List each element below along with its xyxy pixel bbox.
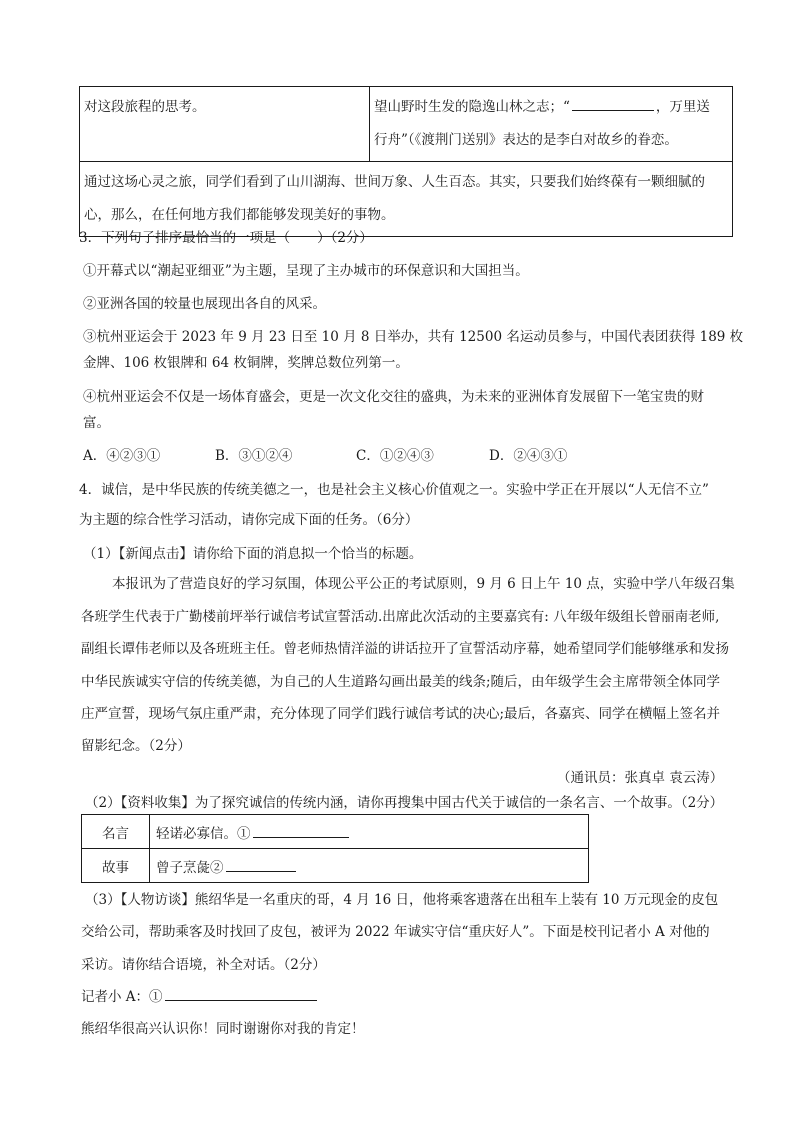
materials-table — [81, 814, 589, 883]
q4-stem-line1: 4．诚信，是中华民族的传统美德之一，也是社会主义核心价值观之一。实验中学正在开展以“人无信不立” — [79, 482, 709, 498]
dialog-reporter: 记者小 A：① — [81, 985, 319, 1005]
q3-option-a[interactable]: A．④②③① — [83, 448, 161, 464]
q4-stem-line2: 为主题的综合性学习活动，请你完成下面的任务。（6分） — [79, 512, 419, 528]
q4-part2-title: （2）【资料收集】为了探究诚信的传统内涵，请你再搜集中国古代关于诚信的一条名言、一个故事。（2分） — [85, 795, 724, 811]
table1-row2: 通过这场心灵之旅，同学们看到了山川湖海、世间万象、人生百态。其实，只要我们始终葆有一颗细腻的 心，那么，在任何地方我们都能够发现美好的事物。 — [80, 162, 733, 237]
q3-option-d[interactable]: D．②④③① — [489, 448, 568, 464]
news-line-1: 本报讯为了营造良好的学习氛围，体现公平公正的考试原则，9 月 6 日上午 10 点，实验中学八年级召集 — [112, 576, 735, 592]
essay-table — [79, 86, 733, 237]
news-line-3: 副组长谭伟老师以及各班班主任。曾老师热情洋溢的讲话拉开了宣誓活动序幕，她希望同学们能够继承和发扬 — [81, 641, 729, 657]
q3-sentence-1: ①开幕式以“潮起亚细亚”为主题，呈现了主办城市的环保意识和大国担当。 — [83, 263, 529, 279]
q3-option-c[interactable]: C．①②④③ — [356, 448, 434, 464]
answer-blank[interactable] — [572, 96, 654, 111]
q3-stem: 3．下列句子排序最恰当的一项是（ ）（2分） — [79, 230, 373, 246]
q4-part1-title: （1）【新闻点击】请你给下面的消息拟一个恰当的标题。 — [83, 546, 423, 562]
news-line-5: 庄严宣誓，现场气氛庄重严肃，充分体现了同学们践行诚信考试的决心;最后，各嘉宾、同学在横幅上签名并 — [81, 706, 721, 722]
table1-row1-left: 对这段旅程的思考。 — [80, 87, 370, 162]
q3-sentence-4b: 富。 — [83, 415, 110, 431]
table1-row1-right: 望山野时生发的隐逸山林之志；“ ，万里送 行舟”（《渡荆门送别》表达的是李白对故乡的眷恋。 — [370, 87, 733, 162]
q4-part3-line1: （3）【人物访谈】熊绍华是一名重庆的哥，4 月 16 日，他将乘客遗落在出租车上装有 10 万元现金的皮包 — [85, 892, 719, 908]
news-line-2: 各班学生代表于广勤楼前坪举行诚信考试宣誓活动.出席此次活动的主要嘉宾有: 八年级年级组长曾丽南老师, — [81, 609, 720, 625]
q4-part3-line2: 交给公司，帮助乘客及时找回了皮包，被评为 2022 年诚实守信“重庆好人”。下面是校刊记者小 A 对他的 — [81, 924, 710, 940]
table2-val-story: 曾子烹彘② — [150, 849, 589, 883]
table2-key-story: 故事 — [82, 849, 150, 883]
quote-answer-blank[interactable] — [253, 823, 349, 838]
dialog-interviewee: 熊绍华很高兴认识你！同时谢谢你对我的肯定！ — [81, 1021, 365, 1037]
q3-sentence-4a: ④杭州亚运会不仅是一场体育盛会，更是一次文化交往的盛典，为未来的亚洲体育发展留下一笔宝贵的财 — [83, 389, 704, 405]
table2-val-quote: 轻诺必寡信。① — [150, 815, 589, 849]
news-reporter: （通讯员：张真卓 袁云涛） — [557, 770, 724, 786]
story-answer-blank[interactable] — [226, 857, 296, 872]
dialog-answer-blank[interactable] — [165, 986, 317, 1001]
q3-option-b[interactable]: B．③①②④ — [215, 448, 293, 464]
q3-sentence-3a: ③杭州亚运会于 2023 年 9 月 23 日至 10 月 8 日举办，共有 12500 名运动员参与，中国代表团获得 189 枚 — [83, 329, 744, 345]
news-line-6: 留影纪念。（2分） — [81, 738, 191, 754]
q3-sentence-2: ②亚洲各国的较量也展现出各自的风采。 — [83, 296, 326, 312]
news-line-4: 中华民族诚实守信的传统美德，为自己的人生道路勾画出最美的线条;随后，由年级学生会主席带领全体同学 — [81, 674, 721, 690]
q4-part3-line3: 采访。请你结合语境，补全对话。（2分） — [81, 957, 326, 973]
table2-key-quote: 名言 — [82, 815, 150, 849]
q3-sentence-3b: 金牌、106 枚银牌和 64 枚铜牌，奖牌总数位列第一。 — [83, 355, 409, 371]
